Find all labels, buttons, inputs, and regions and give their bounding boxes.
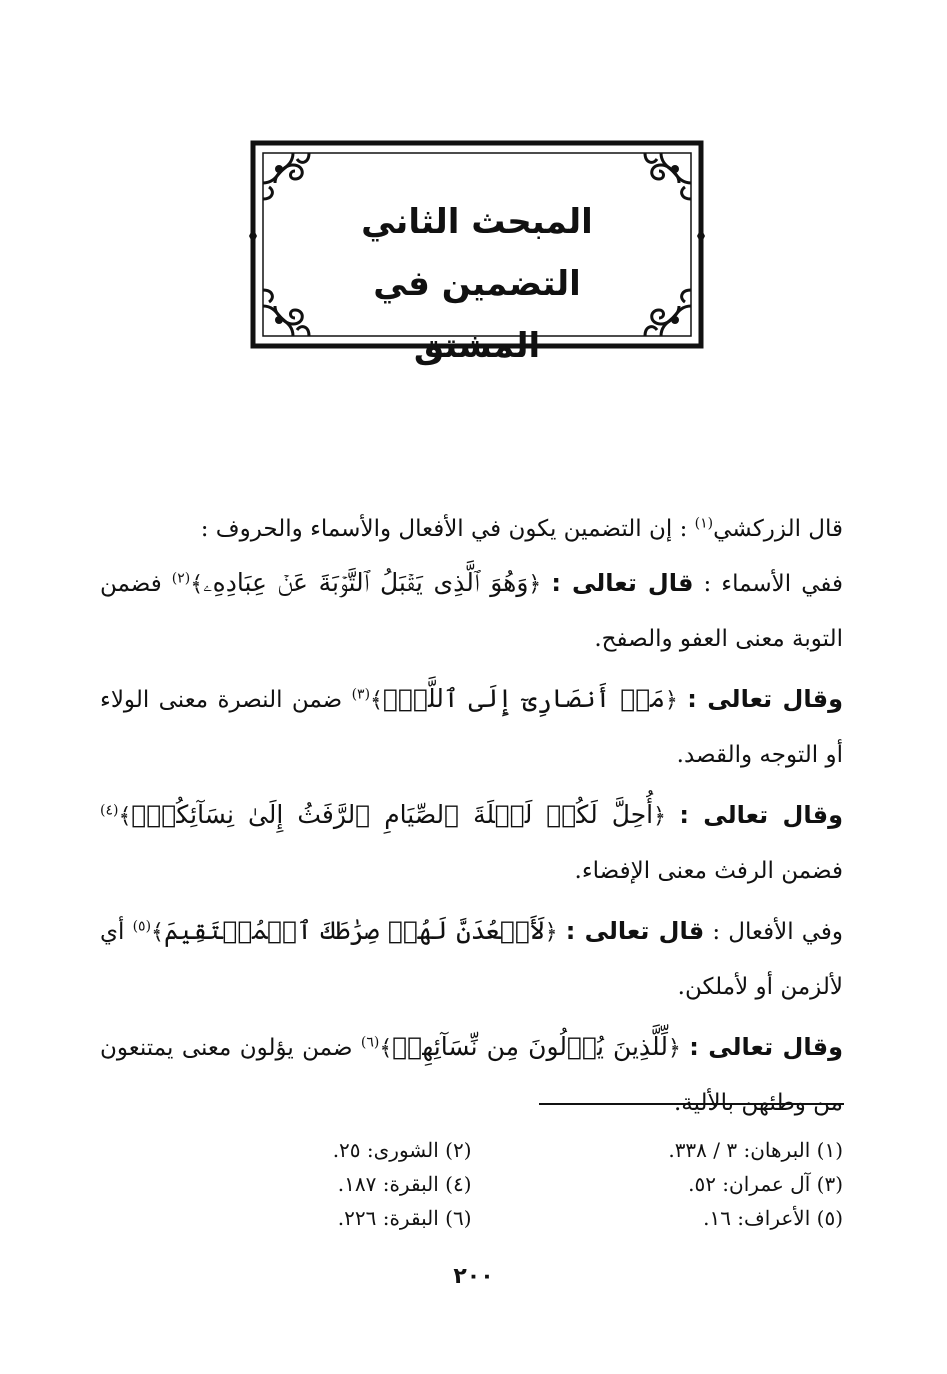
- quote-intro: وقال تعالى :: [687, 685, 844, 713]
- verse-commentary: فضمن الرفث معنى الإفضاء.: [574, 858, 843, 884]
- verse-commentary: أي لألزمن أو لأملكن.: [100, 919, 843, 1000]
- footnote-ref: (٣): [351, 686, 371, 703]
- paragraph-yulun: [100, 1020, 843, 1130]
- footnote-6: (٦) البقرة: ٢٢٦.: [337, 1206, 472, 1230]
- footnote-4: (٤) البقرة: ١٨٧.: [337, 1172, 472, 1196]
- footnote-ref: (٢): [171, 570, 191, 587]
- quran-verse: مَنۡ أَنصَارِىٓ إِلَى ٱللَّهِۖ: [382, 684, 665, 713]
- quote-intro: وقال تعالى :: [689, 1033, 844, 1061]
- footnote-ref: (٤): [100, 802, 119, 819]
- chapter-heading: المبحث الثاني: [361, 202, 593, 242]
- footnote-ref: (٥): [132, 918, 152, 935]
- paragraph-ansari: [100, 672, 843, 782]
- ornate-brace-close: ﴾: [190, 572, 204, 597]
- quote-intro: قال تعالى :: [551, 569, 694, 597]
- ornate-brace-open: ﴿: [653, 804, 666, 829]
- paragraph-rafath: [100, 788, 843, 898]
- chapter-title: [309, 191, 645, 377]
- paragraph-zarkashi: [100, 502, 843, 556]
- body-text: [100, 502, 843, 1130]
- ornate-brace-close: ﴾: [370, 688, 383, 713]
- footnote-2: (٢) الشورى: ٢٥.: [332, 1138, 472, 1162]
- footnote-1: (١) البرهان: ٣ / ٣٣٨.: [668, 1138, 843, 1162]
- section-intro: وفي الأفعال :: [712, 919, 844, 945]
- verse-commentary: فضمن التوبة معنى العفو والصفح.: [100, 571, 843, 652]
- paragraph-verbs: [100, 904, 843, 1014]
- ornate-brace-close: ﴾: [118, 804, 132, 829]
- quran-verse: لَأَقۡعُدَنَّ لَهُمۡ صِرَٰطَكَ ٱلۡمُسۡتَقِيمَ: [163, 916, 545, 945]
- ornate-brace-close: ﴾: [379, 1036, 393, 1061]
- verse-commentary: ضمن يؤلون معنى يمتنعون من وطئهن بالألية.: [100, 1035, 843, 1116]
- quran-verse: لِّلَّذِينَ يُؤۡلُونَ مِن نِّسَآئِهِمۡ: [392, 1032, 668, 1061]
- chapter-subheading: التضمين في المشتق: [373, 264, 581, 366]
- paragraph-nouns: [100, 556, 843, 666]
- page-number: ٢٠٠: [453, 1264, 494, 1289]
- paragraph-text: : إن التضمين يكون في الأفعال والأسماء والحروف :: [200, 516, 688, 542]
- footnote-ref: (٦): [360, 1034, 380, 1051]
- footnote-5: (٥) الأعراف: ١٦.: [703, 1206, 843, 1230]
- section-intro: ففي الأسماء :: [703, 571, 844, 597]
- ornate-brace-close: ﴾: [151, 920, 164, 945]
- ornate-brace-open: ﴿: [528, 572, 542, 597]
- footnote-ref: (١): [694, 515, 714, 532]
- ornate-brace-open: ﴿: [544, 920, 558, 945]
- footnotes: [100, 1133, 843, 1235]
- quote-intro: قال تعالى :: [565, 917, 705, 945]
- quote-intro: وقال تعالى :: [679, 801, 843, 829]
- footnote-divider: [539, 1103, 844, 1105]
- ornate-brace-open: ﴿: [665, 688, 678, 713]
- quran-verse: أُحِلَّ لَكُمۡ لَيۡلَةَ ٱلصِّيَامِ ٱلرَّفَثُ إِلَىٰ نِسَآئِكُمۡۚ: [131, 800, 654, 829]
- author-name: قال الزركشي: [713, 516, 843, 542]
- chapter-title-frame: [249, 139, 705, 366]
- verse-commentary: ضمن النصرة معنى الولاء أو التوجه والقصد.: [100, 687, 843, 768]
- footnote-3: (٣) آل عمران: ٥٢.: [688, 1172, 843, 1196]
- quran-verse: وَهُوَ ٱلَّذِى يَقۡبَلُ ٱلتَّوۡبَةَ عَنۡ عِبَادِهِۦ: [203, 568, 529, 597]
- ornate-brace-open: ﴿: [667, 1036, 681, 1061]
